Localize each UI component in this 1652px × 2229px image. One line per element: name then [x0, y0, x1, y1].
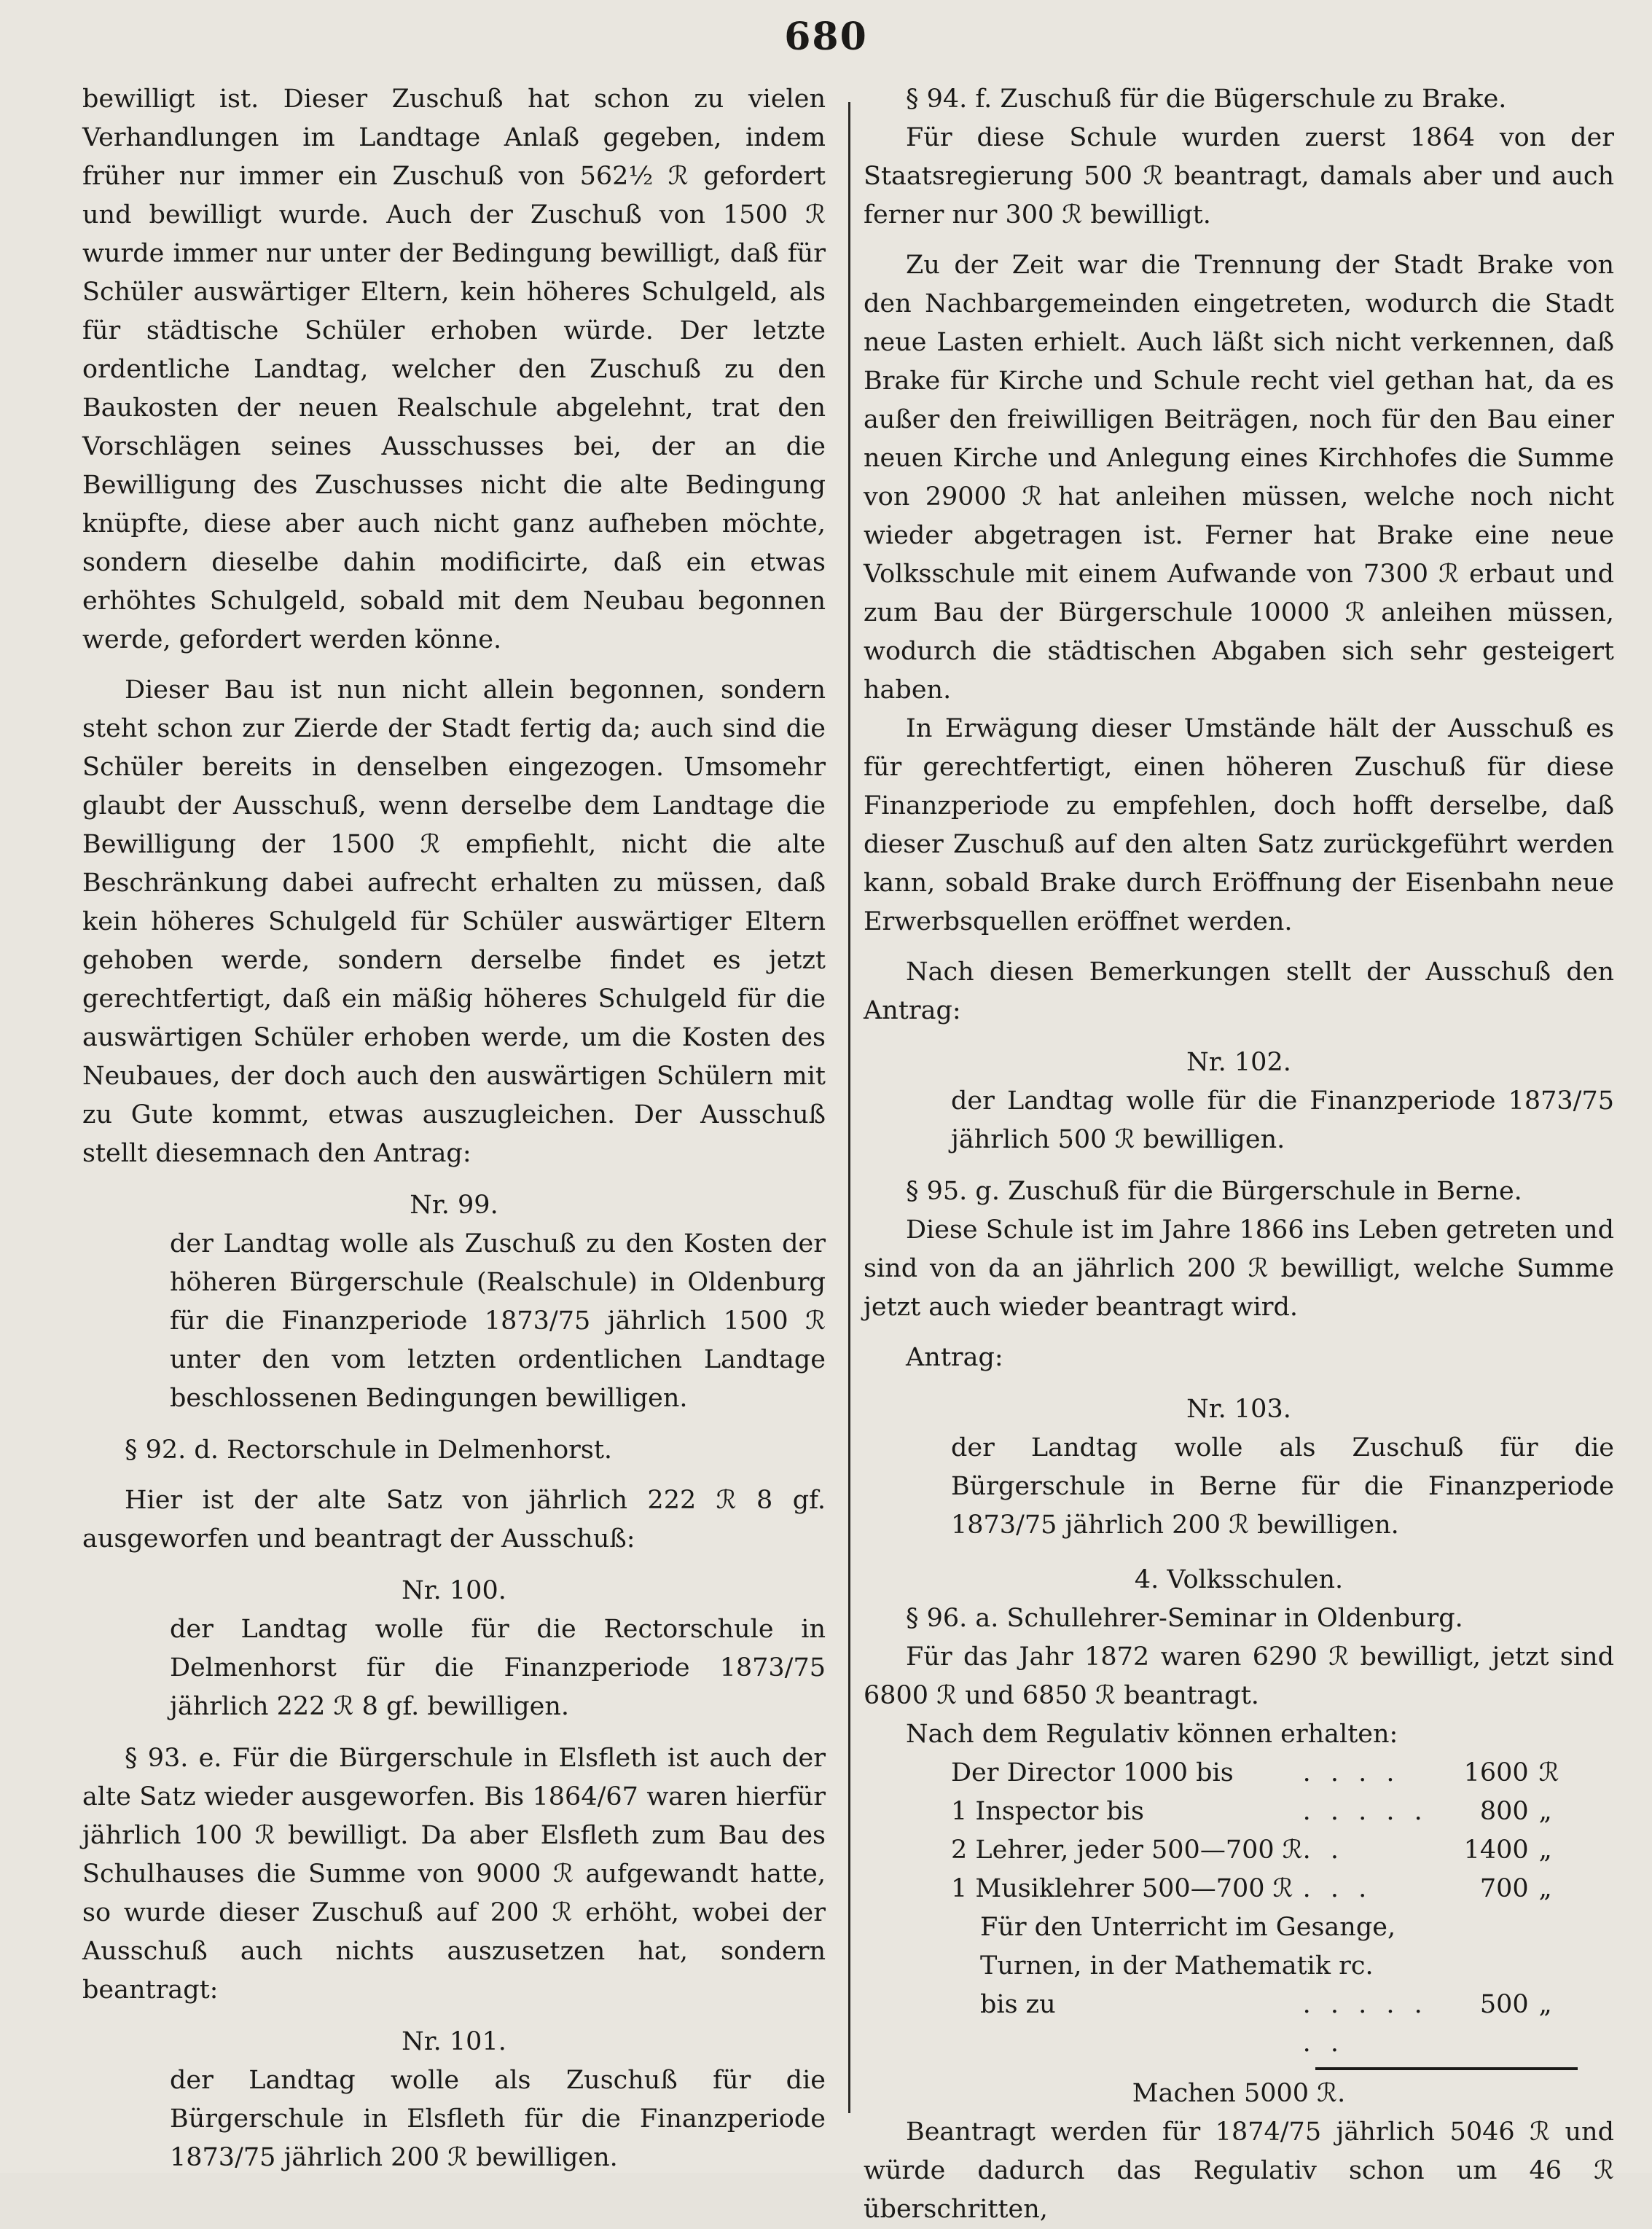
antrag-label: Antrag: [906, 1343, 1003, 1372]
paragraph: Dieser Bau ist nun nicht allein begonnen, sondern steht schon zur Zierde der Stadt fertig da; auch sind die Schüler bereits in denselben eingezogen. Umsomehr glaubt der Ausschuß, wenn derselbe dem Landtage die Bewilligung der 1500 ℛ︎ empfiehlt, nicht die alte Beschränkung dabei aufrecht erhalten zu müssen, daß kein höheres Schulgeld für Schüler auswärtiger Eltern gehoben werde, sondern derselbe findet es jetzt gerechtfertigt, daß ein mäßig höheres Schulgeld für die auswärtigen Schüler erhoben werde, um die Kosten des Neubaues, der doch auch den auswärtigen Schülern mit zu Gute kommt, etwas auszugleichen. Der Ausschuß stellt diesemnach den Antrag: [82, 675, 826, 1168]
row-label: Für den Unterricht im Gesange, [980, 1913, 1396, 1942]
table-row [951, 1754, 1583, 1793]
row-unit: ℛ︎ [1538, 1758, 1559, 1787]
paragraph: Nach diesen Bemerkungen stellt der Ausschuß den Antrag: [864, 957, 1614, 1025]
sum-rule [1315, 2067, 1578, 2070]
sum-total: Machen 5000 ℛ︎. [1132, 2079, 1346, 2108]
section-heading: § 94. f. Zuschuß für die Bügerschule zu Brake. [906, 85, 1507, 114]
paragraph: Zu der Zeit war die Trennung der Stadt Brake von den Nachbargemeinden eingetreten, wodurch die Stadt neue Lasten erhielt. Auch läßt sich nicht verkennen, daß Brake für Kirche und Schule recht viel gethan hat, da es außer den freiwilligen Beiträgen, noch für den Bau einer neuen Kirche und Anlegung eines Kirchhofes die Summe von 29000 ℛ︎ hat anleihen müssen, welche noch nicht wieder abgetragen ist. Ferner hat Brake eine neue Volksschule mit einem Aufwande von 7300 ℛ︎ erbaut und zum Bau der Bürgerschule 10000 ℛ︎ anleihen müssen, wodurch die städtischen Abgaben sich sehr gesteigert haben. [864, 251, 1614, 705]
paragraph: Beantragt werden für 1874/75 jährlich 5046 ℛ︎ und würde dadurch das Regulativ schon um 46 ℛ︎ überschritten, [864, 2118, 1614, 2224]
motion-text: der Landtag wolle für die Rectorschule in Delmenhorst für die Finanzperiode 1873/75 jährlich 222 ℛ︎ 8 gf. bewilligen. [170, 1615, 826, 1721]
left-column [82, 80, 826, 2177]
row-label: 2 Lehrer, jeder 500—700 ℛ︎ [951, 1836, 1303, 1865]
row-amount: 700 [1479, 1874, 1529, 1903]
section-heading: § 95. g. Zuschuß für die Bürgerschule in Berne. [906, 1177, 1522, 1206]
row-label: Turnen, in der Mathematik rc. [980, 1951, 1374, 1981]
paragraph: § 93. e. Für die Bürgerschule in Elsfleth ist auch der alte Satz wieder ausgeworfen. Bis 1864/67 waren hierfür jährlich 100 ℛ︎ bewilligt. Da aber Elsfleth zum Bau des Schulhauses die Summe von 9000 ℛ︎ aufgewandt hatte, so wurde dieser Zuschuß auf 200 ℛ︎ erhöht, wobei der Ausschuß auch nichts auszusetzen hat, sondern beantragt: [82, 1744, 826, 2005]
motion-number: Nr. 102. [1186, 1048, 1291, 1077]
section-heading: § 96. a. Schullehrer-Seminar in Oldenburg. [906, 1604, 1463, 1633]
row-label: bis zu [980, 1990, 1056, 2019]
leader-dots: . . [1302, 1836, 1345, 1865]
paragraph: Hier ist der alte Satz von jährlich 222 ℛ︎ 8 gf. ausgeworfen und beantragt der Ausschuß: [82, 1486, 826, 1554]
row-unit: „ [1538, 1836, 1552, 1865]
motion-text: der Landtag wolle als Zuschuß zu den Kosten der höheren Bürgerschule (Realschule) in Oldenburg für die Finanzperiode 1873/75 jährlich 1500 ℛ︎ unter den vom letzten ordentlichen Landtage beschlossenen Bedingungen bewilligen. [170, 1229, 826, 1413]
row-unit: „ [1538, 1874, 1552, 1903]
paragraph: Für diese Schule wurden zuerst 1864 von der Staatsregierung 500 ℛ︎ beantragt, damals aber und auch ferner nur 300 ℛ︎ bewilligt. [864, 123, 1614, 230]
motion-number: Nr. 101. [402, 2027, 506, 2056]
row-amount: 800 [1479, 1797, 1529, 1826]
paragraph: Für das Jahr 1872 waren 6290 ℛ︎ bewilligt, jetzt sind 6800 ℛ︎ und 6850 ℛ︎ beantragt. [864, 1642, 1614, 1710]
table-row [951, 1870, 1583, 1908]
leader-dots: . . . [1302, 1874, 1373, 1903]
table-row [951, 1793, 1583, 1831]
paragraph: bewilligt ist. Dieser Zuschuß hat schon zu vielen Verhandlungen im Landtage Anlaß gegeben, indem früher nur immer ein Zuschuß von 562½ ℛ︎ gefordert und bewilligt wurde. Auch der Zuschuß von 1500 ℛ︎ wurde immer nur unter der Bedingung bewilligt, daß für Schüler auswärtiger Eltern, kein höheres Schulgeld, als für städtische Schüler erhoben würde. Der letzte ordentliche Landtag, welcher den Zuschuß zu den Baukosten der neuen Realschule abgelehnt, trat den Vorschlägen seines Ausschusses bei, der an die Bewilligung des Zuschusses nicht die alte Bedingung knüpfte, diese aber auch nicht ganz aufheben möchte, sondern dieselbe dahin modificirte, daß ein etwas erhöhtes Schulgeld, sobald mit dem Neubau begonnen werde, gefordert werden könne. [82, 85, 826, 654]
row-unit: „ [1538, 1990, 1552, 2019]
section-heading: § 92. d. Rectorschule in Delmenhorst. [125, 1435, 613, 1465]
row-label: 1 Musiklehrer 500—700 ℛ︎ [951, 1874, 1293, 1903]
leader-dots: . . . . . [1302, 1797, 1428, 1826]
motion-text: der Landtag wolle für die Finanzperiode 1873/75 jährlich 500 ℛ︎ bewilligen. [951, 1086, 1614, 1154]
row-amount: 500 [1479, 1990, 1529, 2019]
right-column [864, 80, 1614, 2229]
leader-dots: . . . . [1302, 1758, 1401, 1787]
paragraph: In Erwägung dieser Umstände hält der Ausschuß es für gerechtfertigt, einen höheren Zuschuß für diese Finanzperiode zu empfehlen, doch hofft derselbe, daß dieser Zuschuß auf den alten Satz zurückgeführt werden kann, sobald Brake durch Eröffnung der Eisenbahn neue Erwerbsquellen eröffnet werden. [864, 714, 1614, 936]
regulativ-table [951, 1754, 1583, 2063]
motion-number: Nr. 99. [410, 1191, 498, 1220]
row-label: Der Director 1000 bis [951, 1758, 1234, 1787]
motion-number: Nr. 100. [402, 1576, 506, 1605]
motion-text: der Landtag wolle als Zuschuß für die Bürgerschule in Berne für die Finanzperiode 1873/75 jährlich 200 ℛ︎ bewilligen. [951, 1433, 1614, 1540]
table-row [951, 1908, 1583, 1947]
row-unit: „ [1538, 1797, 1552, 1826]
paragraph: Nach dem Regulativ können erhalten: [906, 1720, 1398, 1749]
row-label: 1 Inspector bis [951, 1797, 1144, 1826]
page-number: 680 [784, 15, 868, 59]
row-amount: 1600 [1463, 1758, 1529, 1787]
motion-text: der Landtag wolle als Zuschuß für die Bürgerschule in Elsfleth für die Finanzperiode 1873/75 jährlich 200 ℛ︎ bewilligen. [170, 2066, 826, 2172]
motion-number: Nr. 103. [1186, 1395, 1291, 1424]
section-title: 4. Volksschulen. [1134, 1565, 1344, 1594]
table-row [951, 1986, 1583, 2063]
paragraph: Diese Schule ist im Jahre 1866 ins Leben getreten und sind von da an jährlich 200 ℛ︎ bewilligt, welche Summe jetzt auch wieder beantragt wird. [864, 1215, 1614, 1322]
table-row [951, 1947, 1583, 1986]
table-row [951, 1831, 1583, 1870]
row-amount: 1400 [1463, 1836, 1529, 1865]
leader-dots: . . . . . . . [1302, 1990, 1428, 2058]
column-divider [848, 102, 850, 2113]
